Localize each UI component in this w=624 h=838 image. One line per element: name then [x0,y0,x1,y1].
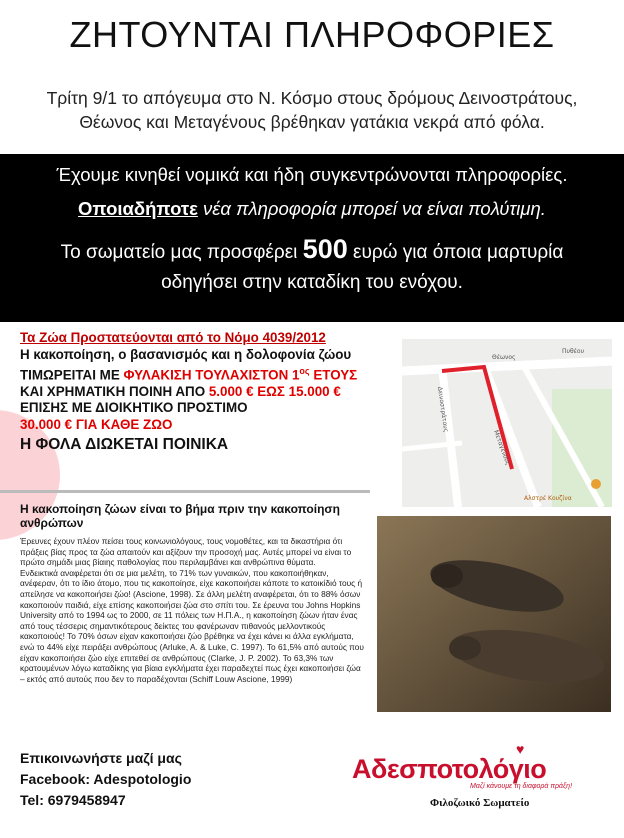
contact-facebook: Facebook: Adespotologio [20,771,192,787]
law-line-1: Η κακοποίηση, ο βασανισμός και η δολοφονία ζώου [20,346,352,362]
intro-line-1: Τρίτη 9/1 το απόγευμα στο Ν. Κόσμο στους δρόμους Δεινοστράτους, [46,88,578,108]
law-line-2b: ΦΥΛΑΚΙΣΗ ΤΟΥΛΑΧΙΣΤΟΝ 1 [123,367,300,383]
law-line-3b: 5.000 € ΕΩΣ 15.000 € [208,383,341,399]
article-title: Η κακοποίηση ζώων είναι το βήμα πριν την κακοποίηση ανθρώπων [20,502,340,530]
law-line-3a: ΚΑΙ ΧΡΗΜΑΤΙΚΗ ΠΟΙΝΗ ΑΠΟ [20,383,209,399]
intro-text [0,86,624,134]
divider [0,490,370,493]
reward-text-b: ευρώ για όποια μαρτυρία [347,242,564,263]
appeal-box [0,154,624,322]
reward-amount: 500 [302,234,348,264]
map-street-metagenous: Μεταγένους [492,429,512,467]
law-line-2-sup: ος [299,366,310,376]
article-paragraph-2: Ενδεικτικά αναφέρεται ότι σε μια μελέτη, το 71% των γυναικών, που κακοποιήθηκαν, ανέφεραν, ότι το ίδιο άτομο, που τις κακοποίησε, είχε κακοποιήσει κάποτε το κατοικίδιό τους ή απείλησε να κακοποιήσει ζώο! (Ascione, 1998). Σε άλλη μελέτη αναφέρεται, ότι το 88% όσων κακοποιούν παιδιά, είχε επίσης κακοποιήσει ζώα στο σπίτι του. Σε έρευνα του Johns Hopkins University από το 1994 ως το 2000, σε 11 πόλεις των Η.Π.Α., η κακοποίηση ζώων ήταν ένας από τους τέσσερις σημαντικότερους δείκτες του φανέρωναν πιθανούς μελλοντικούς κακοποιούς! Το 70% όσων είχαν κακοποιήσει ζώο βρέθηκε να έχει κάνει κι άλλα εγκλήματα, ενώ το 44% είχε πειράξει ανθρώπους (Arluke, A. & Luke, C. 1997). Το 61,5% από αυτούς που είχαν κακοποιήσει ζώο είχε επιτεθεί σε ανθρώπους (Clarke, J. P. 2002). Το 63,3% των κρατουμένων λόγω καταδίκης για βίαια εγκλήματα έχει παραδεχτεί πως έχει κακοποιήσει ζώα – εκτός από αυτούς που δεν το παραδέχονται (Schiff Louw Ascione, 1999) [20,567,364,684]
law-line-2 [20,363,390,384]
contact-phone: Tel: 6979458947 [20,792,126,808]
page-title: ΖΗΤΟΥΝΤΑΙ ΠΛΗΡΟΦΟΡΙΕΣ [69,14,555,55]
appeal-line-1: Έχουμε κινηθεί νομικά και ήδη συγκεντρώνονται πληροφορίες. [56,164,568,185]
law-line-4: ΕΠΙΣΗΣ ΜΕ ΔΙΟΙΚΗΤΙΚΟ ΠΡΟΣΤΙΜΟ [20,400,248,416]
article-body [20,536,365,684]
society-label: Φιλοζωικό Σωματείο [430,797,530,809]
law-section [20,330,390,454]
map-street-deinostratous: Δεινοστράτους [436,386,450,433]
contact-heading: Επικοινωνήστε μαζί μας [20,750,182,766]
photo-svg [377,516,611,712]
intro-line-2: Θέωνος και Μεταγένους βρέθηκαν γατάκια νεκρά από φόλα. [79,112,545,132]
logo-name: Αδεσποτολόγιο [352,754,547,784]
law-line-2a: ΤΙΜΩΡΕΙΤΑΙ ΜΕ [20,367,124,383]
reward-text [0,234,624,298]
law-heading: Τα Ζώα Προστατεύονται από το Νόμο 4039/2012 [20,330,326,345]
contact-block [20,748,191,811]
map-image [402,339,612,507]
article-paragraph-1: Έρευνες έχουν πλέον πείσει τους κοινωνιολόγους, τους νομοθέτες, και τα δικαστήρια ότι πράξεις βίας προς τα ζώα απαιτούν και αξίζουν την προσοχή μας. Αυτές μπορεί να είναι το πρώτο σημάδι μιας βίαιης παθολογίας που περιλαμβάνει και ανθρώπινα θύματα. [20,536,352,568]
map-svg [402,339,612,507]
law-line-6: Η ΦΟΛΑ ΔΙΩΚΕΤΑΙ ΠΟΙΝΙΚΑ [20,436,229,454]
map-pin-icon [591,479,601,489]
law-line-3 [20,384,390,401]
map-street-pythaiou: Πυθέου [562,348,585,355]
dead-cats-photo [377,516,611,712]
appeal-line-2-rest: νέα πληροφορία μπορεί να είναι πολύτιμη. [197,198,546,219]
appeal-emphasis: Οποιαδήποτε [78,198,198,219]
reward-text-a: Το σωματείο μας προσφέρει [60,242,303,263]
map-place: Αλστρέ Κουζίνα [524,495,572,502]
reward-line-2: οδηγήσει στην καταδίκη του ενόχου. [161,272,463,293]
law-line-5: 30.000 € ΓΙΑ ΚΑΘΕ ΖΩΟ [20,416,173,432]
logo-slogan: Μαζί κάνουμε τη διαφορά πράξη! [470,783,573,790]
map-street-theonos: Θέωνος [492,354,516,361]
appeal-line-2 [0,198,624,220]
heart-icon: ♥ [516,741,525,757]
law-line-2c: ΕΤΟΥΣ [309,367,358,383]
